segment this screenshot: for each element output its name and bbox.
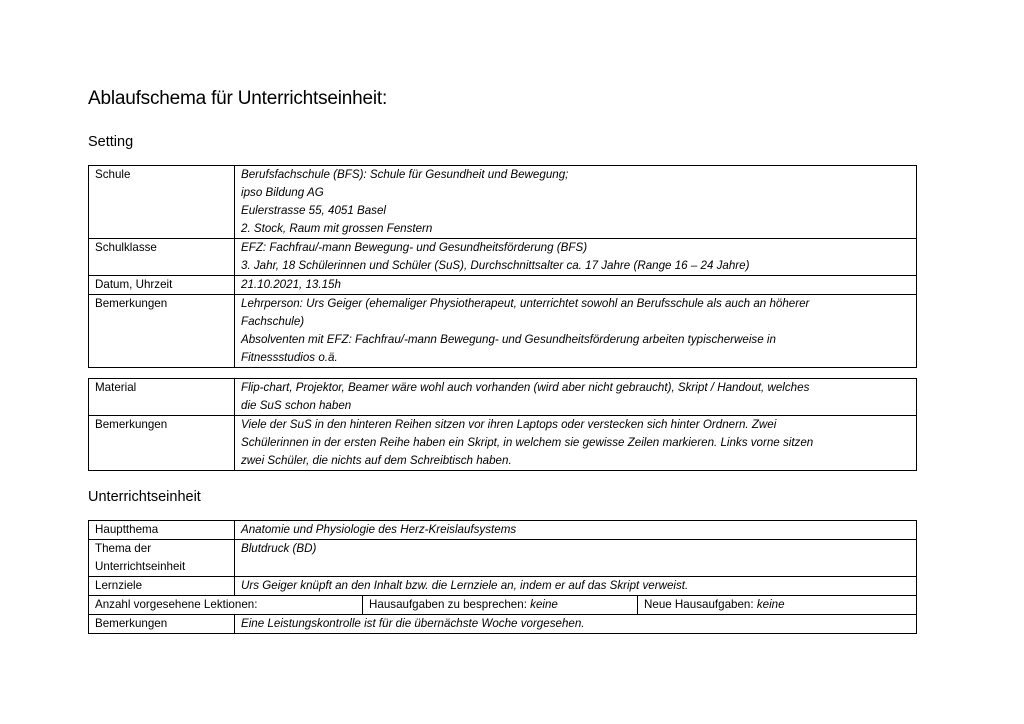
- value-line: Berufsfachschule (BFS): Schule für Gesundheit und Bewegung;: [241, 168, 569, 181]
- row-label: Schulklasse: [89, 239, 235, 276]
- lernziele-label: Lernziele: [89, 577, 235, 596]
- value-line: Schülerinnen in der ersten Reihe haben ein Skript, in welchem sie gewisse Zeilen markieren. Links vorne sitzen: [241, 436, 814, 449]
- material-table-body: [89, 379, 917, 471]
- table-row: [89, 596, 917, 615]
- hausaufgaben-cell: [363, 596, 638, 615]
- table-row: [89, 239, 917, 276]
- value-line: die SuS schon haben: [241, 399, 352, 412]
- setting-heading: Setting: [88, 134, 134, 150]
- value-line: Fachschule): [241, 315, 305, 328]
- table-row: [89, 166, 917, 239]
- value-line: Absolventen mit EFZ: Fachfrau/-mann Bewegung- und Gesundheitsförderung arbeiten typischerweise in: [241, 333, 776, 346]
- table-row: [89, 416, 917, 471]
- row-value: [235, 166, 917, 239]
- thema-value: Blutdruck (BD): [235, 540, 917, 577]
- setting-table: [88, 165, 917, 368]
- value-line: EFZ: Fachfrau/-mann Bewegung- und Gesundheitsförderung (BFS): [241, 241, 588, 254]
- value-line: 21.10.2021, 13.15h: [241, 278, 341, 291]
- value-line: Flip-chart, Projektor, Beamer wäre wohl auch vorhanden (wird aber nicht gebraucht), Skript / Handout, welches: [241, 381, 810, 394]
- unit-table: [88, 520, 917, 634]
- row-value: [235, 239, 917, 276]
- setting-table-body: [89, 166, 917, 368]
- table-row: [89, 276, 917, 295]
- table-row: [89, 521, 917, 540]
- row-label: Schule: [89, 166, 235, 239]
- neue-hausaufgaben-cell: [638, 596, 917, 615]
- thema-label-line: Unterrichtseinheit: [95, 560, 186, 573]
- page-title: Ablaufschema für Unterrichtseinheit:: [88, 88, 388, 109]
- value-line: 2. Stock, Raum mit grossen Fenstern: [241, 222, 433, 235]
- table-row: [89, 540, 917, 577]
- lektionen-label: Anzahl vorgesehene Lektionen:: [89, 596, 363, 615]
- row-label: Material: [89, 379, 235, 416]
- row-value: [235, 295, 917, 368]
- value-line: Eulerstrasse 55, 4051 Basel: [241, 204, 387, 217]
- table-row: [89, 295, 917, 368]
- material-table: [88, 378, 917, 471]
- row-value: [235, 416, 917, 471]
- row-label: Datum, Uhrzeit: [89, 276, 235, 295]
- table-row: [89, 577, 917, 596]
- row-value: [235, 379, 917, 416]
- lernziele-value: Urs Geiger knüpft an den Inhalt bzw. die Lernziele an, indem er auf das Skript verweist.: [235, 577, 917, 596]
- hausaufgaben-value: keine: [530, 598, 558, 611]
- value-line: Lehrperson: Urs Geiger (ehemaliger Physiotherapeut, unterrichtet sowohl an Berufsschule als auch an höherer: [241, 297, 810, 310]
- unit-heading: Unterrichtseinheit: [88, 489, 201, 505]
- row-value: [235, 276, 917, 295]
- row-label: Bemerkungen: [89, 295, 235, 368]
- table-row: [89, 615, 917, 634]
- value-line: ipso Bildung AG: [241, 186, 324, 199]
- row-label: Bemerkungen: [89, 416, 235, 471]
- value-line: Fitnessstudios o.ä.: [241, 351, 338, 364]
- thema-label-line: Thema der: [95, 542, 152, 555]
- hausaufgaben-label: Hausaufgaben zu besprechen:: [369, 598, 527, 611]
- value-line: zwei Schüler, die nichts auf dem Schreibtisch haben.: [241, 454, 512, 467]
- value-line: 3. Jahr, 18 Schülerinnen und Schüler (SuS), Durchschnittsalter ca. 17 Jahre (Range 16 – 24 Jahre): [241, 259, 750, 272]
- thema-label: [89, 540, 235, 577]
- unit-bemerkungen-value: Eine Leistungskontrolle ist für die übernächste Woche vorgesehen.: [235, 615, 917, 634]
- neue-hausaufgaben-label: Neue Hausaufgaben:: [644, 598, 754, 611]
- table-row: [89, 379, 917, 416]
- hauptthema-label: Hauptthema: [89, 521, 235, 540]
- hauptthema-value: Anatomie und Physiologie des Herz-Kreislaufsystems: [235, 521, 917, 540]
- neue-hausaufgaben-value: keine: [756, 598, 785, 611]
- unit-bemerkungen-label: Bemerkungen: [89, 615, 235, 634]
- value-line: Viele der SuS in den hinteren Reihen sitzen vor ihren Laptops oder verstecken sich hinter Ordnern. Zwei: [241, 418, 777, 431]
